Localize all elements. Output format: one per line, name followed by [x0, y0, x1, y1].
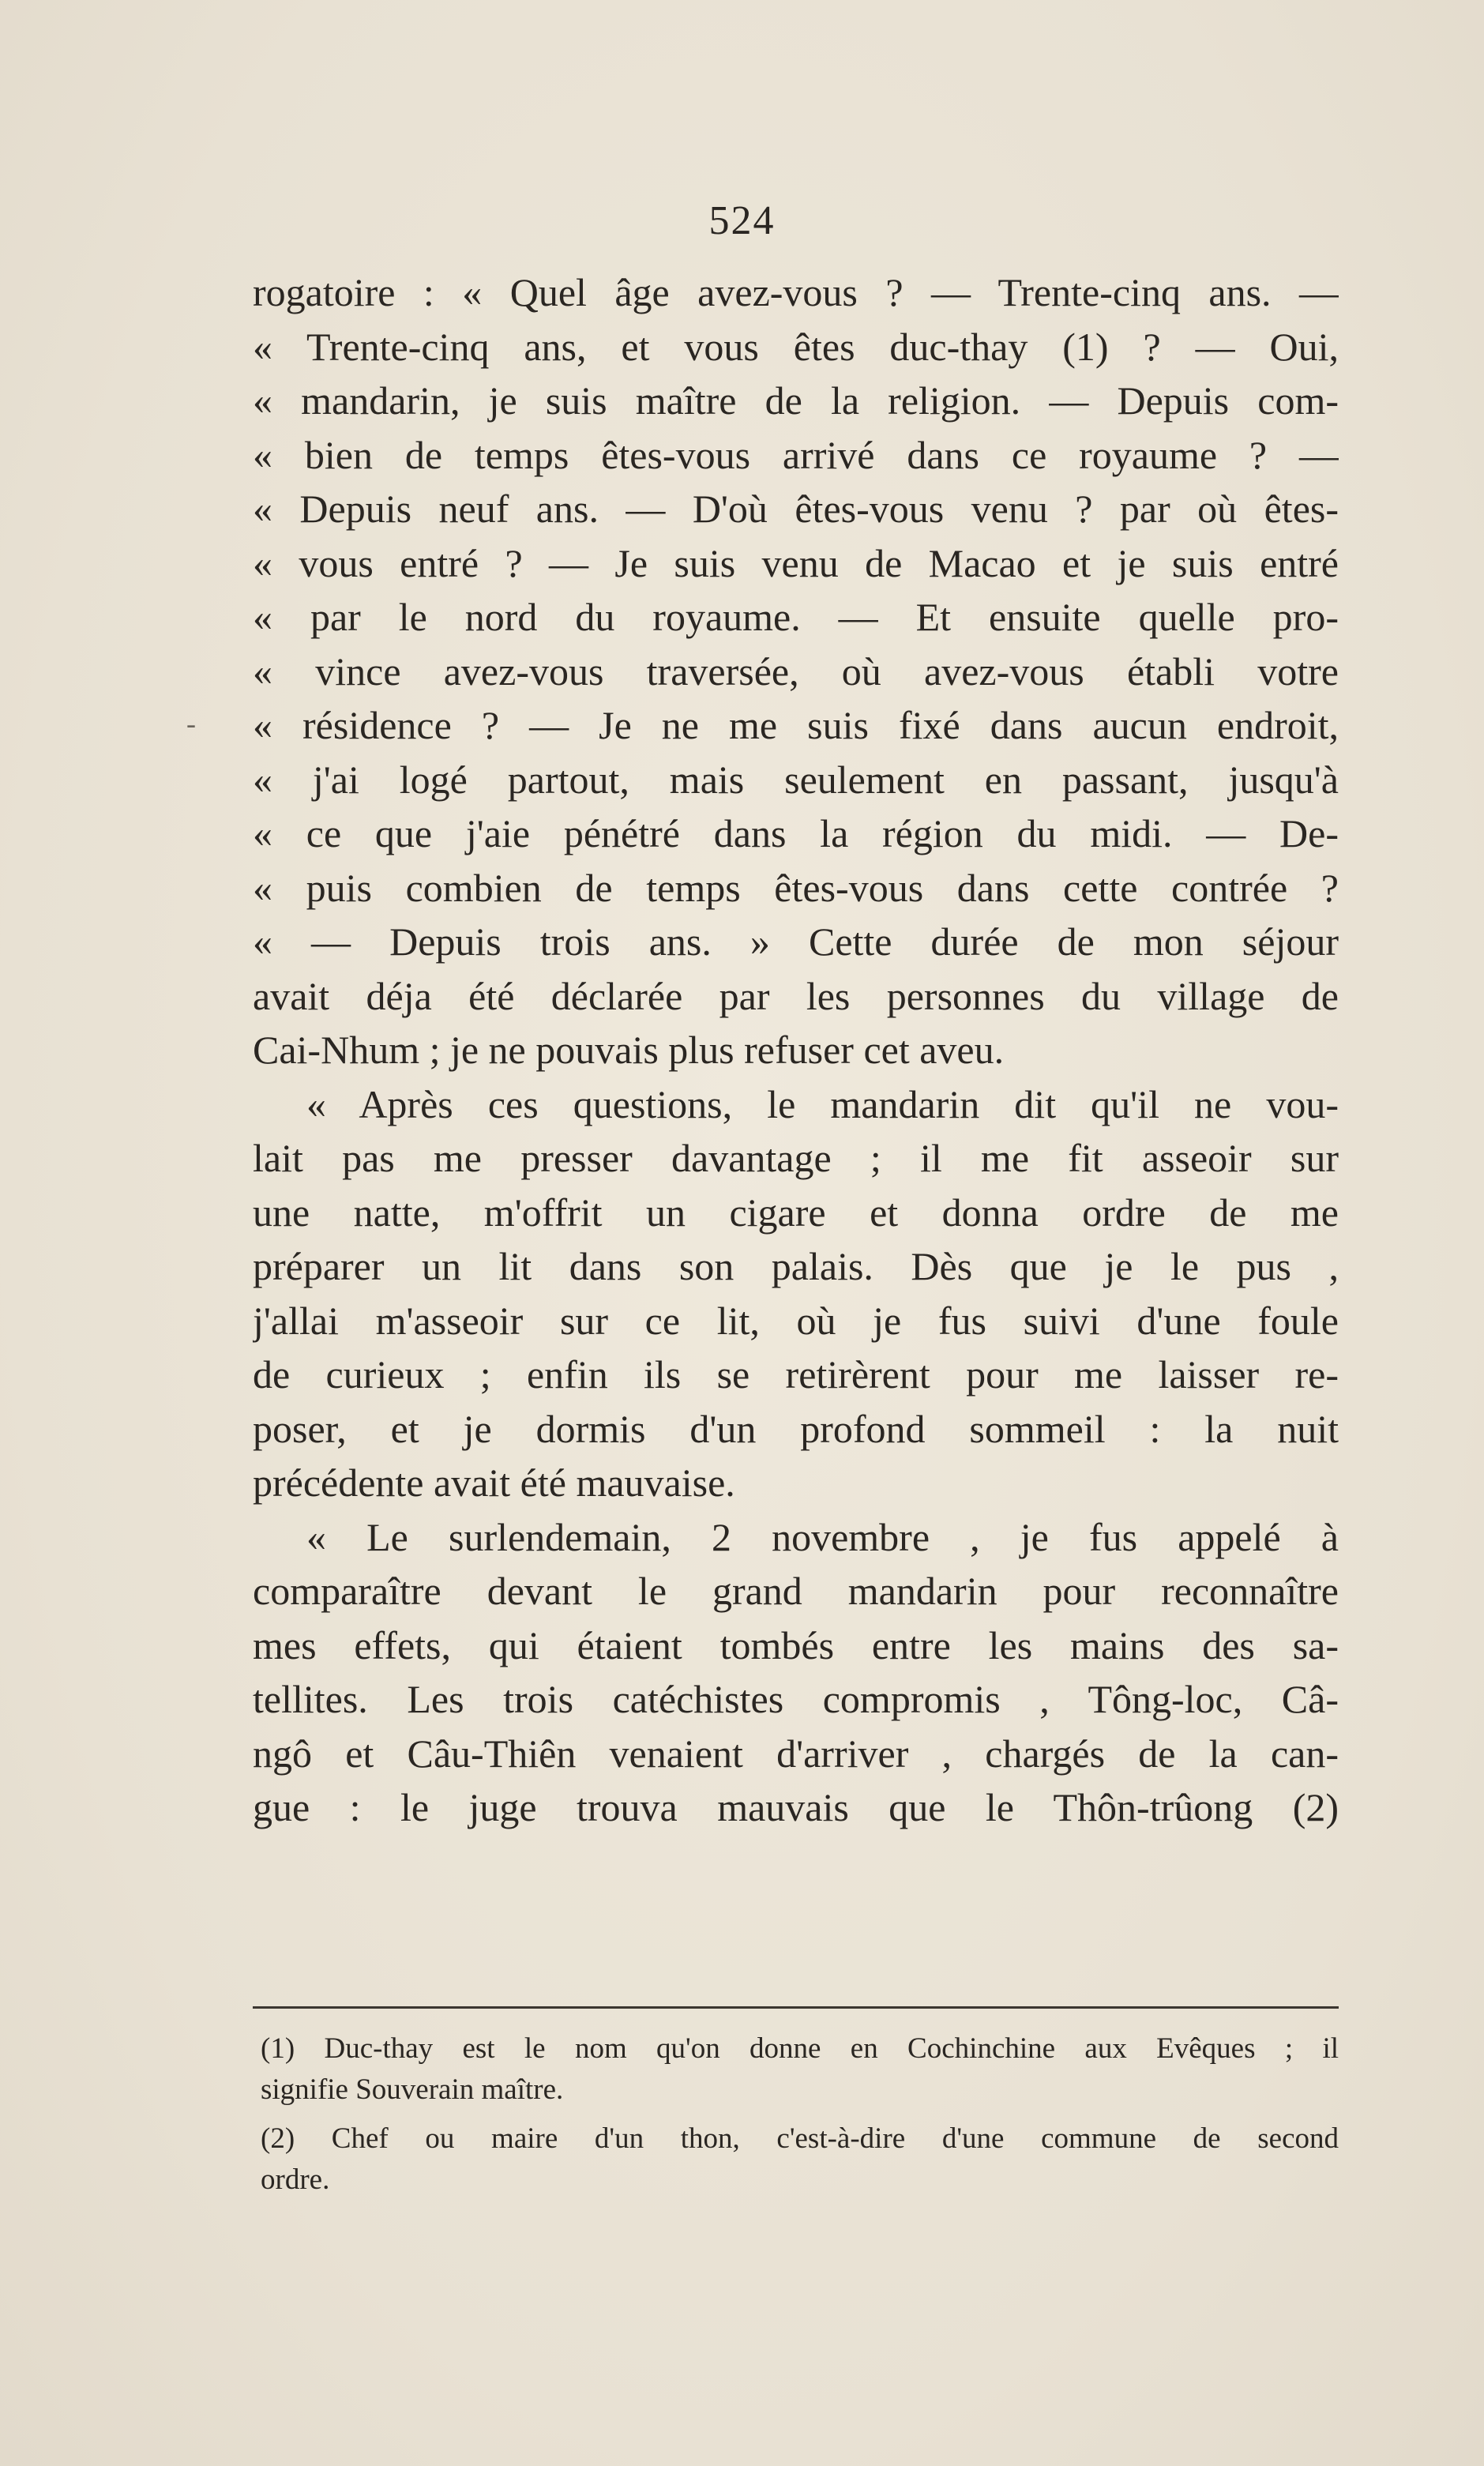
text-line: comparaître devant le grand mandarin pour reconnaître: [253, 1569, 1339, 1613]
footnote-1-line: signifie Souverain maître.: [261, 2073, 564, 2106]
text-line: « puis combien de temps êtes-vous dans cette contrée ?: [253, 865, 1339, 910]
text-line: de curieux ; enfin ils se retirèrent pour me laisser re-: [253, 1352, 1339, 1397]
footnotes: [261, 2028, 1339, 2201]
text-line: poser, et je dormis d'un profond sommeil : la nuit: [253, 1406, 1339, 1451]
page-number: 524: [708, 198, 776, 243]
text-line: précédente avait été mauvaise.: [253, 1460, 735, 1505]
footnote-divider: [253, 2006, 1339, 2009]
text-line: lait pas me presser davantage ; il me fit asseoir sur: [253, 1136, 1339, 1180]
text-line: « vince avez-vous traversée, où avez-vous établi votre: [253, 648, 1339, 694]
text-line: j'allai m'asseoir sur ce lit, où je fus suivi d'une foule: [253, 1298, 1339, 1343]
text-line: « j'ai logé partout, mais seulement en passant, jusqu'à: [253, 757, 1339, 802]
text-line: « Le surlendemain, 2 novembre , je fus appelé à: [306, 1514, 1339, 1559]
text-line: « ce que j'aie pénétré dans la région du midi. — De-: [253, 811, 1339, 855]
margin-mark: -: [186, 708, 196, 739]
text-line: « résidence ? — Je ne me suis fixé dans aucun endroit,: [253, 703, 1339, 747]
body-text: [253, 265, 1339, 1835]
text-line: « mandarin, je suis maître de la religion. — Depuis com-: [253, 378, 1339, 423]
text-line: rogatoire : « Quel âge avez-vous ? — Trente-cinq ans. —: [253, 270, 1339, 314]
footnote-2-line: ordre.: [261, 2163, 330, 2196]
footnote-1-line: (1) Duc-thay est le nom qu'on donne en Cochinchine aux Evêques ; il: [261, 2032, 1339, 2065]
text-line: « Trente-cinq ans, et vous êtes duc-thay (1) ? — Oui,: [253, 324, 1339, 369]
text-line: « — Depuis trois ans. » Cette durée de mon séjour: [253, 919, 1339, 964]
footnote-2-line: (2) Chef ou maire d'un thon, c'est-à-dire d'une commune de second: [261, 2122, 1339, 2155]
text-line: « Depuis neuf ans. — D'où êtes-vous venu ? par où êtes-: [253, 487, 1339, 531]
text-line: « bien de temps êtes-vous arrivé dans ce royaume ? —: [253, 432, 1339, 477]
text-line: gue : le juge trouva mauvais que le Thôn-trûong (2): [253, 1785, 1339, 1829]
text-line: une natte, m'offrit un cigare et donna ordre de me: [253, 1190, 1339, 1235]
text-line: tellites. Les trois catéchistes compromis , Tông-loc, Câ-: [253, 1677, 1339, 1721]
text-line: Cai-Nhum ; je ne pouvais plus refuser cet aveu.: [253, 1028, 1005, 1072]
text-line: « par le nord du royaume. — Et ensuite quelle pro-: [253, 595, 1339, 639]
text-line: ngô et Câu-Thiên venaient d'arriver , chargés de la can-: [253, 1731, 1339, 1776]
text-line: préparer un lit dans son palais. Dès que je le pus ,: [253, 1244, 1339, 1288]
text-line: « Après ces questions, le mandarin dit qu'il ne vou-: [306, 1081, 1339, 1126]
text-line: « vous entré ? — Je suis venu de Macao et je suis entré: [253, 540, 1339, 585]
text-line: avait déja été déclarée par les personnes du village de: [253, 973, 1339, 1018]
text-line: mes effets, qui étaient tombés entre les mains des sa-: [253, 1622, 1339, 1667]
